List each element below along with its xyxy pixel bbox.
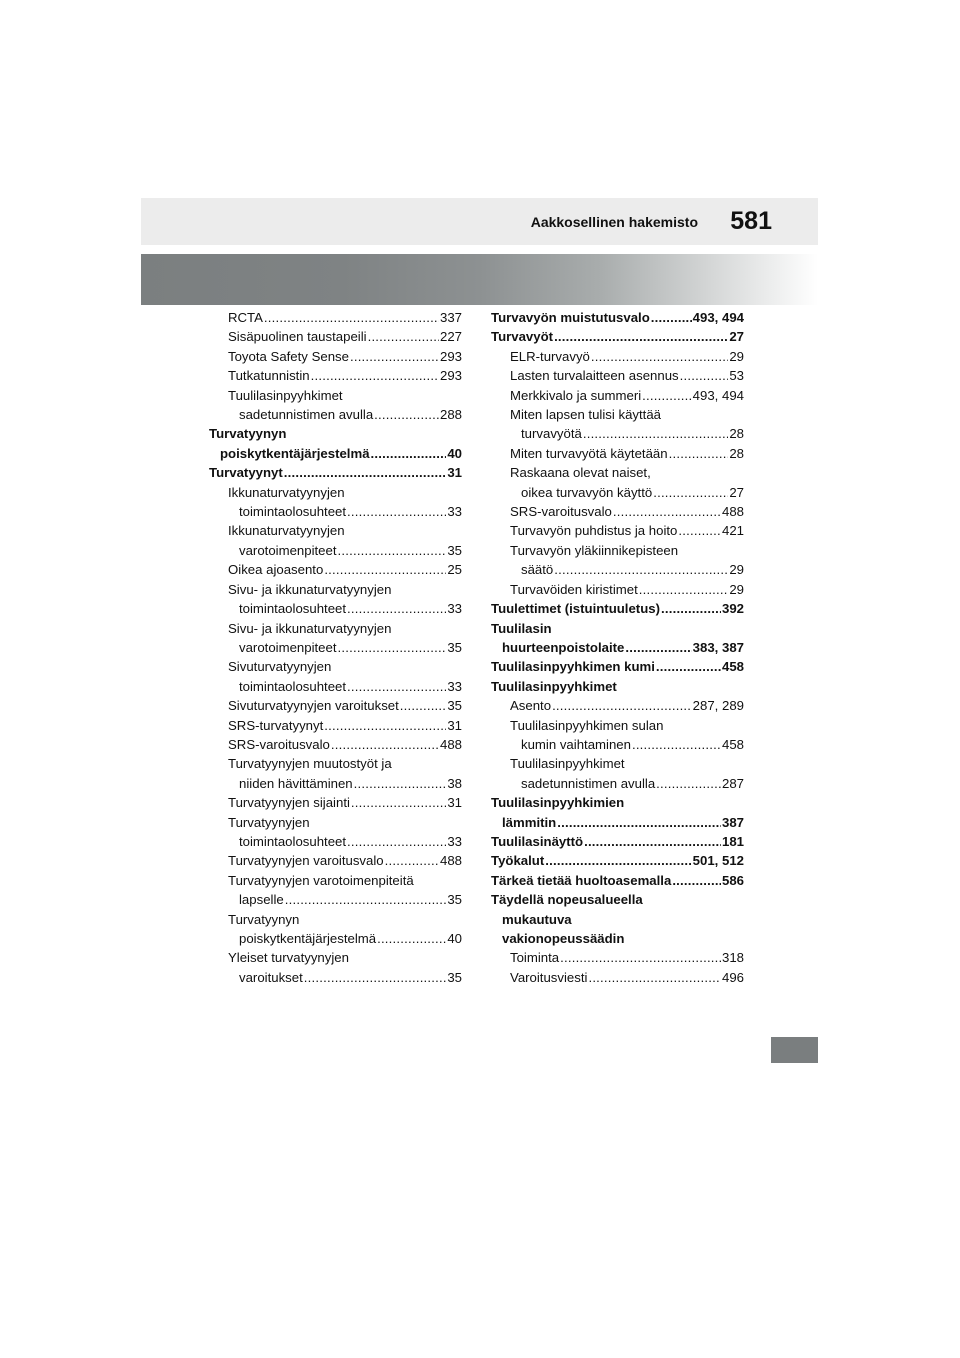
index-entry [209,657,462,676]
index-entry-text: Raskaana olevat naiset, [510,465,651,481]
dot-leader [545,851,691,870]
index-entry [209,366,462,385]
index-entry [209,599,462,618]
index-entry-text: Varoitusviesti [510,969,588,985]
index-entry-page[interactable]: 28 [729,426,744,442]
dot-leader [639,580,729,599]
index-entry [209,405,462,424]
index-entry-page[interactable]: 25 [447,562,462,578]
index-entry-text: vakionopeussäädin [502,931,625,946]
dot-leader [669,444,729,463]
dot-leader [264,308,439,327]
index-entry-text: Tuulilasinpyyhkimet [491,678,617,694]
dot-leader [354,774,447,793]
dot-leader [350,347,439,366]
index-entry [209,308,462,327]
index-entry-page[interactable]: 29 [729,348,744,364]
index-entry-text: Turvatyynyn [228,911,300,927]
dot-leader [557,813,721,832]
index-entry-text: Yleiset turvatyynyjen [228,950,349,966]
index-entry [209,619,462,638]
index-entry-text: Tuulilasin [491,620,552,636]
index-entry [209,463,462,482]
index-entry-text: Miten lapsen tulisi käyttää [510,407,661,423]
index-entry-page[interactable]: 288 [439,407,462,423]
dot-leader [584,832,721,851]
index-entry [209,483,462,502]
index-entry-text: Sisäpuolinen taustapeili [228,329,367,345]
index-entry-page[interactable]: 337 [439,310,462,325]
index-entry-text: toimintaolosuhteet [239,601,347,617]
index-entry-text: toimintaolosuhteet [239,678,347,694]
index-entry [209,793,462,812]
index-entry [209,327,462,346]
index-entry-text: varoitukset [239,969,303,985]
index-entry-page[interactable]: 493, 494 [692,310,744,325]
index-entry [491,851,744,870]
index-entry [209,541,462,560]
index-entry-text: Turvatyynyjen [228,814,310,830]
dot-leader [338,541,447,560]
index-entry-page[interactable]: 493, 494 [692,387,744,403]
index-entry [209,929,462,948]
index-entry-page[interactable]: 287 [721,775,744,791]
index-entry [209,424,462,443]
index-entry [491,657,744,676]
index-entry-text: Turvavyön muistutusvalo [491,310,650,325]
index-entry-text: Turvavyön yläkiinnikepisteen [510,542,679,558]
dot-leader [347,832,446,851]
index-entry-page[interactable]: 387 [721,814,744,830]
index-entry-text: niiden hävittäminen [239,775,353,791]
index-entry-page[interactable]: 40 [447,931,462,946]
index-entry-text: sadetunnistimen avulla [239,407,374,423]
index-entry-page[interactable]: 35 [447,639,462,655]
index-entry-text: säätö [521,562,554,578]
dot-leader [554,327,728,346]
index-entry [209,444,462,463]
index-entry-page[interactable]: 318 [721,950,744,966]
index-entry-text: Toiminta [510,950,560,966]
index-entry-text: lämmitin [502,814,557,830]
index-entry-text: Turvatyynyjen muutostyöt ja [228,756,392,772]
index-entry [491,890,744,909]
index-entry [491,735,744,754]
index-entry [491,386,744,405]
index-entry-text: poiskytkentäjärjestelmä [239,931,377,946]
index-entry-page[interactable]: 488 [439,736,462,752]
index-entry [209,871,462,890]
dot-leader [552,696,692,715]
section-title: Aakkosellinen hakemisto [530,214,698,230]
index-entry [491,716,744,735]
index-entry [491,774,744,793]
dot-leader [324,560,446,579]
index-entry [491,599,744,618]
index-entry-page[interactable]: 27 [729,329,744,345]
dot-leader [642,386,691,405]
index-entry-text: Tuulilasinpyyhkimen sulan [510,717,664,733]
index-entry-text: Turvatyynyn [209,426,287,442]
index-entry-page[interactable]: 287, 289 [692,698,744,714]
index-entry [491,405,744,424]
index-entry-page[interactable]: 33 [447,601,462,617]
index-entry-text: Oikea ajoasento [228,562,324,578]
dot-leader [656,774,721,793]
dot-leader [661,599,721,618]
index-entry-text: Asento [510,698,552,714]
index-entry-text: ELR-turvavyö [510,348,590,364]
index-entry-text: Turvavöiden kiristimet [510,581,638,597]
dot-leader [560,948,721,967]
index-column-right [491,308,744,987]
index-entry-page[interactable]: 35 [447,542,462,558]
dot-leader [284,463,447,482]
index-entry [491,444,744,463]
dot-leader [338,638,447,657]
index-entry [209,716,462,735]
index-entry-page[interactable]: 31 [447,795,462,811]
dot-leader [285,890,447,909]
index-entry [209,774,462,793]
index-entry [209,677,462,696]
dot-leader [651,308,692,327]
index-entry [209,813,462,832]
dot-leader [347,599,446,618]
index-entry-text: Tuulilasinäyttö [491,833,584,849]
index-entry [491,327,744,346]
index-entry-text: Miten turvavyötä käytetään [510,445,668,461]
index-entry-page[interactable]: 227 [439,329,462,345]
dot-leader [632,735,721,754]
index-entry-text: Tutkatunnistin [228,368,310,384]
dot-leader [400,696,447,715]
index-entry-page[interactable]: 33 [447,504,462,520]
index-entry-text: Turvatyynyt [209,465,283,481]
dot-leader [678,521,721,540]
index-entry [491,929,744,948]
index-entry [491,910,744,929]
index-entry-text: Sivu- ja ikkunaturvatyynyjen [228,620,392,636]
index-entry-text: Tuulilasinpyyhkimet [228,387,343,403]
index-entry-text: Sivuturvatyynyjen [228,659,332,675]
index-column-left [209,308,462,987]
dot-leader [680,366,729,385]
index-entry-page[interactable]: 31 [447,717,462,733]
dot-leader [374,405,439,424]
index-entry [491,793,744,812]
index-entry [491,502,744,521]
page-header [141,198,818,245]
index-entry-text: Ikkunaturvatyynyjen [228,484,345,500]
index-entry-page[interactable]: 458 [721,659,744,675]
index-entry-page[interactable]: 501, 512 [692,853,744,869]
index-entry [491,677,744,696]
index-entry [209,968,462,987]
index-entry-text: poiskytkentäjärjestelmä [220,445,370,461]
dot-leader [583,424,728,443]
index-entry [209,910,462,929]
index-entry [491,521,744,540]
index-entry-page[interactable]: 35 [447,969,462,985]
dot-leader [591,347,728,366]
index-entry-text: Tuulilasinpyyhkimet [510,756,625,772]
index-entry [491,754,744,773]
index-entry-text: toimintaolosuhteet [239,833,347,849]
dot-leader [304,968,447,987]
index-entry [209,386,462,405]
index-entry-page[interactable]: 28 [729,445,744,461]
index-entry [491,347,744,366]
index-entry [491,871,744,890]
index-entry [491,696,744,715]
dot-leader [331,735,439,754]
index-entry-text: Turvatyynyjen varoitusvalo [228,853,384,869]
index-entry [491,308,744,327]
index-entry-text: Toyota Safety Sense [228,348,349,364]
dot-leader [554,560,728,579]
index-entry-text: SRS-varoitusvalo [510,504,612,520]
index-entry-text: huurteenpoistolaite [502,639,625,655]
index-entry-text: oikea turvavyön käyttö [521,484,653,500]
index-entry-text: toimintaolosuhteet [239,504,347,520]
index-entry-text: turvavyötä [521,426,582,442]
index-entry-text: Turvavyöt [491,329,554,345]
index-entry [491,424,744,443]
dot-leader [672,871,721,890]
dot-leader [371,444,447,463]
index-entry-page[interactable]: 53 [729,368,744,384]
index-entry [209,580,462,599]
index-entry-text: Tuulilasinpyyhkimen kumi [491,659,655,675]
page-number: 581 [730,207,772,235]
index-entry-text: SRS-turvatyynyt [228,717,324,733]
index-entry-page[interactable]: 488 [439,853,462,869]
index-entry-text: Tuulettimet (istuintuuletus) [491,601,660,617]
index-entry-page[interactable]: 392 [721,601,744,617]
index-entry-text: varotoimenpiteet [239,639,337,655]
index-entry [491,619,744,638]
index-entry [491,366,744,385]
index-entry-text: lapselle [239,892,284,908]
index-entry [209,560,462,579]
index-entry [209,832,462,851]
index-entry [491,948,744,967]
index-entry [491,541,744,560]
index-entry-page[interactable]: 586 [721,872,744,888]
index-entry [209,638,462,657]
dot-leader [656,657,721,676]
index-entry-text: Turvavyön puhdistus ja hoito [510,523,678,539]
index-entry [491,560,744,579]
dot-leader [347,502,446,521]
index-entry-page[interactable]: 458 [721,736,744,752]
index-entry-page[interactable]: 421 [721,523,744,539]
index-entry-text: Täydellä nopeusalueella [491,892,643,908]
index-entry [209,735,462,754]
dot-leader [311,366,439,385]
index-entry [209,696,462,715]
index-entry-text: varotoimenpiteet [239,542,337,558]
dot-leader [351,793,446,812]
index-entry [491,638,744,657]
index-entry-text: Turvatyynyjen sijainti [228,795,350,811]
index-entry [209,851,462,870]
index-entry-text: kumin vaihtaminen [521,736,631,752]
index-entry-page[interactable]: 27 [729,484,744,500]
dot-leader [347,677,446,696]
dot-leader [588,968,721,987]
index-entry-text: SRS-varoitusvalo [228,736,330,752]
index-entry [491,463,744,482]
index-entry-text: Työkalut [491,853,545,869]
index-entry-page[interactable]: 35 [447,892,462,908]
index-entry-page[interactable]: 488 [721,504,744,520]
index-entry-text: RCTA [228,310,263,325]
index-entry-page[interactable]: 33 [447,678,462,694]
index-entry-page[interactable]: 496 [721,969,744,985]
decorative-gradient-band [141,254,818,305]
chapter-side-tab [771,1037,818,1063]
dot-leader [653,483,728,502]
index-entry-page[interactable]: 31 [447,465,462,481]
index-entry-text: Merkkivalo ja summeri [510,387,642,403]
index-entry [209,502,462,521]
index-entry-page[interactable]: 29 [729,562,744,578]
index-entry [209,890,462,909]
index-entry-text: sadetunnistimen avulla [521,775,656,791]
index-entry [209,521,462,540]
index-entry-text: Lasten turvalaitteen asennus [510,368,679,384]
index-entry-page[interactable]: 293 [439,348,462,364]
index-entry [491,832,744,851]
dot-leader [613,502,721,521]
dot-leader [385,851,439,870]
dot-leader [324,716,446,735]
index-entry-page[interactable]: 29 [729,581,744,597]
index-entry-page[interactable]: 40 [447,445,462,461]
index-entry-text: Tärkeä tietää huoltoasemalla [491,872,672,888]
index-entry [491,813,744,832]
index-entry [491,580,744,599]
index-entry-page[interactable]: 33 [447,833,462,849]
index-entry-page[interactable]: 38 [447,775,462,791]
index-entry [209,754,462,773]
index-entry [209,347,462,366]
index-entry-text: Tuulilasinpyyhkimien [491,795,625,811]
index-entry-page[interactable]: 293 [439,368,462,384]
index-entry-text: Turvatyynyjen varotoimenpiteitä [228,872,414,888]
index-entry-text: Ikkunaturvatyynyjen [228,523,345,539]
index-entry-page[interactable]: 181 [721,833,744,849]
index-entry-text: mukautuva [502,911,572,927]
dot-leader [368,327,439,346]
index-entry [491,968,744,987]
index-entry-text: Sivuturvatyynyjen varoitukset [228,698,399,714]
dot-leader [625,638,691,657]
index-entry-page[interactable]: 35 [447,698,462,714]
index-entry-text: Sivu- ja ikkunaturvatyynyjen [228,581,392,597]
dot-leader [377,929,446,948]
index-entry [209,948,462,967]
index-entry [491,483,744,502]
index-entry-page[interactable]: 383, 387 [692,639,744,655]
